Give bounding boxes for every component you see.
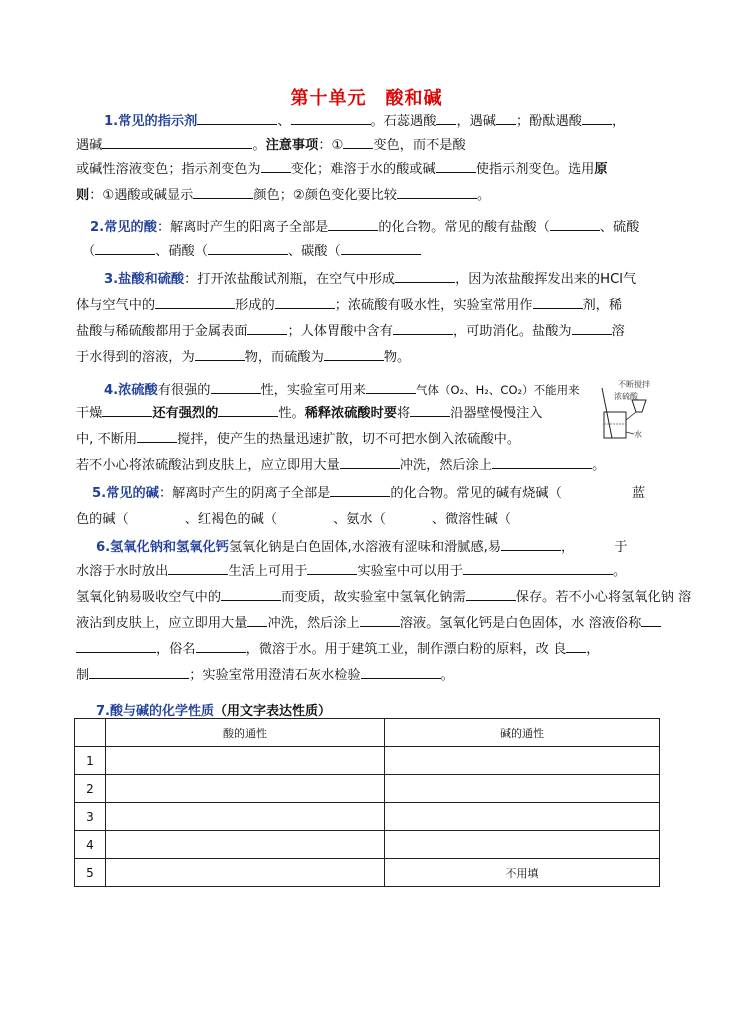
section-1-line-1 <box>104 110 664 134</box>
figure-label-acid: 浓硫酸 <box>614 392 638 401</box>
section-7-heading <box>96 700 331 719</box>
text: 实验室中可以用于 <box>357 564 463 579</box>
blank[interactable] <box>95 240 155 255</box>
text: ；指示剂变色为 <box>168 162 261 177</box>
text: ；难溶于水的酸或碱 <box>317 162 436 177</box>
text: 色的碱（ <box>76 512 129 527</box>
text: ，微溶于水。用于建筑工业，制作漂白粉的原料，改 良 <box>245 642 567 657</box>
blank[interactable] <box>572 320 612 335</box>
text: ，俗名 <box>156 642 196 657</box>
section-6-heading: 6.氢氧化钠和氢氧化钙 <box>96 540 229 555</box>
blank[interactable] <box>211 379 261 394</box>
text: 中, 不断用 <box>76 432 138 447</box>
figure-label-stir: 不断搅拌 <box>618 380 650 389</box>
text: 原 <box>594 162 608 177</box>
acid-cell[interactable] <box>106 859 385 887</box>
section-6-line-5 <box>76 638 666 662</box>
blank[interactable] <box>275 294 335 309</box>
table-header-row <box>75 719 660 747</box>
blank[interactable] <box>324 346 384 361</box>
blank[interactable] <box>218 402 278 417</box>
section-7-title: 7.酸与碱的化学性质 <box>96 704 214 719</box>
text: 生活上可用于 <box>228 564 308 579</box>
blank[interactable] <box>102 402 152 417</box>
text: 、碳酸（ <box>287 244 341 259</box>
text: ， <box>561 540 575 555</box>
section-1-heading: 1.常见的指示剂 <box>104 114 198 129</box>
text: 保存。若不小心将氢氧化钠 溶 <box>515 590 692 605</box>
text: 氢氧化钠易吸收空气中的 <box>76 590 222 605</box>
section-3-line-3 <box>76 320 666 344</box>
blank[interactable] <box>393 320 453 335</box>
section-4-line-4 <box>76 454 666 478</box>
text: 稀释浓硫酸时要 <box>304 406 397 421</box>
text: 的化合物。常见的碱有烧碱（ <box>390 486 562 501</box>
blank[interactable] <box>550 216 600 231</box>
blank[interactable] <box>221 586 281 601</box>
section-7-subtitle: （用文字表达性质） <box>213 704 331 719</box>
text: 、微溶性碱（ <box>431 512 511 527</box>
text: 干燥 <box>76 406 103 421</box>
base-cell[interactable] <box>385 803 660 831</box>
blank[interactable] <box>261 158 291 173</box>
section-2-line-2 <box>82 240 672 264</box>
text: ， <box>611 114 626 129</box>
text: 于水得到的溶液，为 <box>76 350 195 365</box>
blank[interactable] <box>533 294 583 309</box>
text: 或碱性溶液变色 <box>76 162 169 177</box>
text: ；酚酞遇酸 <box>516 114 582 129</box>
text: 有很强的 <box>157 383 211 398</box>
text: 性。 <box>278 406 305 421</box>
text: 而变质，故实验室中氢氧化钠需 <box>281 590 466 605</box>
text: 遇碱 <box>76 138 103 153</box>
base-cell[interactable] <box>385 775 660 803</box>
blank[interactable] <box>397 184 477 199</box>
blank[interactable] <box>463 560 613 575</box>
text: 性，实验室可用来 <box>260 383 366 398</box>
section-4-line-2 <box>76 402 596 426</box>
section-3-line-1 <box>104 268 694 292</box>
text: 若不小心将浓硫酸沾到皮肤上，应立即用大量 <box>76 458 340 473</box>
section-5-line-1 <box>92 482 662 506</box>
text: ：①遇酸或碱显示 <box>89 188 194 203</box>
text: 。 <box>592 458 606 473</box>
section-3-line-4 <box>76 346 666 370</box>
text: 形成的 <box>235 298 275 313</box>
section-3-line-2 <box>76 294 666 318</box>
header-empty <box>75 719 106 747</box>
section-1-line-2 <box>76 134 666 158</box>
text: 物，而硫酸为 <box>244 350 324 365</box>
row-number: 1 <box>75 747 106 775</box>
text: 沿器壁慢慢注入 <box>450 406 543 421</box>
text: ：解离时产生的阳离子全部是 <box>156 220 329 235</box>
section-4-line-1 <box>104 378 604 403</box>
text: 。 <box>252 138 266 153</box>
acid-cell[interactable] <box>106 747 385 775</box>
section-6-line-3 <box>76 586 692 610</box>
text: ，遇碱 <box>456 114 496 129</box>
section-1-line-4 <box>76 184 666 208</box>
text: ：解离时产生的阴离子全部是 <box>158 486 331 501</box>
row-number: 3 <box>75 803 106 831</box>
section-1-line-3 <box>76 158 666 182</box>
section-6-line-4 <box>76 612 666 636</box>
note-label: 注意事项 <box>265 138 319 153</box>
section-6-line-1 <box>96 536 666 560</box>
blank[interactable] <box>197 110 277 125</box>
blank[interactable] <box>496 110 516 125</box>
text: ；人体胃酸中含有 <box>287 324 393 339</box>
section-4-line-3 <box>76 428 666 452</box>
section-6-line-6 <box>76 664 666 688</box>
blank[interactable] <box>466 586 516 601</box>
blank[interactable] <box>328 216 378 231</box>
text: 、氨水（ <box>333 512 386 527</box>
blank[interactable] <box>137 428 177 443</box>
blank[interactable] <box>492 454 592 469</box>
text: 体与空气中的 <box>76 298 156 313</box>
text: 蓝 <box>631 486 645 501</box>
section-2-line-1 <box>90 216 680 240</box>
text: （ <box>82 244 96 259</box>
blank[interactable] <box>102 134 252 149</box>
blank[interactable] <box>89 664 189 679</box>
blank[interactable] <box>361 664 441 679</box>
text: 、红褐色的碱（ <box>184 512 278 527</box>
base-cell[interactable] <box>385 747 660 775</box>
text: 的化合物。常见的酸有盐酸（ <box>378 220 550 235</box>
text: ，可助消化。盐酸为 <box>452 324 572 339</box>
blank[interactable] <box>196 638 246 653</box>
blank[interactable] <box>566 638 586 653</box>
figure-label-water: 水 <box>634 430 642 439</box>
text: 则 <box>76 188 90 203</box>
blank[interactable] <box>366 379 416 394</box>
text: ：打开浓盐酸试剂瓶，在空气中形成 <box>184 272 396 287</box>
text: 物。 <box>383 350 411 365</box>
blank[interactable] <box>76 638 156 653</box>
dilution-figure <box>596 378 662 444</box>
text: 冲洗，然后涂上 <box>267 616 360 631</box>
text: ；浓硫酸有吸水性，实验室常用作 <box>334 298 533 313</box>
blank[interactable] <box>193 184 253 199</box>
text: 剂，稀 <box>582 298 623 313</box>
blank[interactable] <box>641 612 661 627</box>
blank[interactable] <box>343 134 373 149</box>
blank[interactable] <box>340 454 400 469</box>
acid-cell[interactable] <box>106 831 385 859</box>
text: 。 <box>440 668 454 683</box>
blank[interactable] <box>582 110 612 125</box>
base-cell-no-fill: 不用填 <box>385 859 660 887</box>
text: 液沾到皮肤上，应立即用大量 <box>76 616 248 631</box>
text: 于 <box>614 540 628 555</box>
text: ：① <box>318 138 344 153</box>
section-5-heading: 5.常见的碱 <box>92 486 159 501</box>
table-row <box>75 831 660 859</box>
row-number: 4 <box>75 831 106 859</box>
blank[interactable] <box>208 240 288 255</box>
blank[interactable] <box>291 110 371 125</box>
text: 盐酸与稀硫酸都用于金属表面 <box>76 324 248 339</box>
text: 水溶于水时放出 <box>76 564 169 579</box>
text: 溶液。氢氧化钙是白色固体，水 溶液俗称 <box>399 616 642 631</box>
page-title: 第十单元 酸和碱 <box>290 88 443 109</box>
text: 。 <box>612 564 627 579</box>
text: 将 <box>397 406 411 421</box>
blank[interactable] <box>341 240 421 255</box>
text: 制 <box>76 668 90 683</box>
acid-cell[interactable] <box>106 803 385 831</box>
section-5-line-2 <box>76 508 666 532</box>
text: 、硝酸（ <box>155 244 208 259</box>
table-row <box>75 859 660 887</box>
blank[interactable] <box>501 536 561 551</box>
table-row <box>75 747 660 775</box>
blank[interactable] <box>330 482 390 497</box>
text: 。石蕊遇酸 <box>370 114 437 129</box>
blank[interactable] <box>395 268 455 283</box>
beaker-icon <box>596 378 662 444</box>
blank[interactable] <box>155 294 235 309</box>
acid-cell[interactable] <box>106 775 385 803</box>
blank[interactable] <box>410 402 450 417</box>
table-row <box>75 775 660 803</box>
blank[interactable] <box>360 612 400 627</box>
text: 。 <box>477 188 491 203</box>
blank[interactable] <box>307 560 357 575</box>
blank[interactable] <box>195 346 245 361</box>
blank[interactable] <box>436 158 476 173</box>
section-6-line-2 <box>76 560 666 584</box>
section-2-heading: 2.常见的酸 <box>90 220 157 235</box>
blank[interactable] <box>168 560 228 575</box>
text: 氢氧化钠是白色固体,水溶液有涩味和滑腻感,易 <box>228 540 502 555</box>
text: 变化 <box>290 162 317 177</box>
text: 溶 <box>611 324 625 339</box>
text: ，因为浓盐酸挥发出来的HCl气 <box>455 272 637 287</box>
text: 使指示剂变色。选用 <box>475 162 595 177</box>
section-4-heading: 4.浓硫酸 <box>104 383 158 398</box>
base-cell[interactable] <box>385 831 660 859</box>
row-number: 2 <box>75 775 106 803</box>
text: 还有强烈的 <box>152 406 219 421</box>
text: 变色，而不是酸 <box>373 138 466 153</box>
text: 气体（O₂、H₂、CO₂）不能用来 <box>416 383 580 397</box>
blank[interactable] <box>436 110 456 125</box>
properties-table <box>74 718 660 887</box>
text: 颜色；②颜色变化要比较 <box>253 188 398 203</box>
header-acid: 酸的通性 <box>106 719 385 747</box>
text: 冲洗，然后涂上 <box>399 458 493 473</box>
blank[interactable] <box>247 612 267 627</box>
text: 搅拌，使产生的热量迅速扩散，切不可把水倒入浓硫酸中。 <box>177 432 521 447</box>
text: 、硫酸 <box>599 220 640 235</box>
text: 、 <box>277 114 291 129</box>
header-base: 碱的通性 <box>385 719 660 747</box>
table-row <box>75 803 660 831</box>
text: ；实验室常用澄清石灰水检验 <box>189 668 361 683</box>
section-3-heading: 3.盐酸和硫酸 <box>104 272 185 287</box>
blank[interactable] <box>247 320 287 335</box>
row-number: 5 <box>75 859 106 887</box>
text: ， <box>586 642 600 657</box>
